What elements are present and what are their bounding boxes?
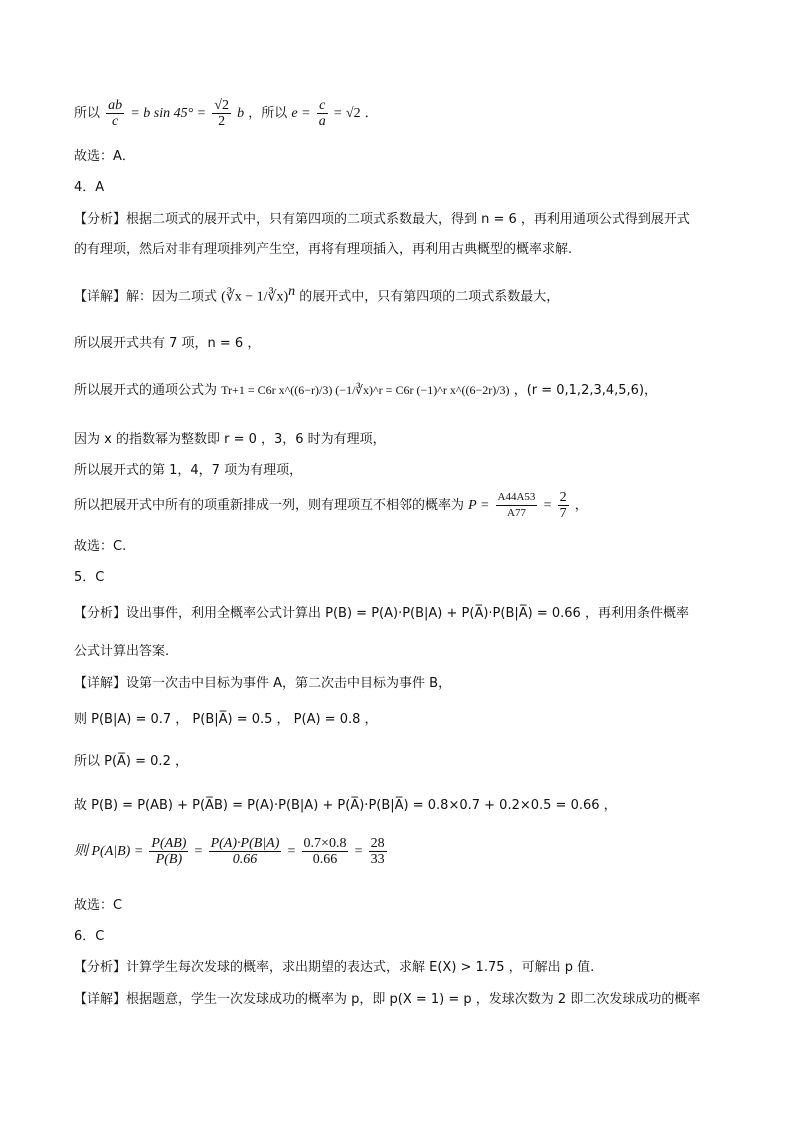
fraction-3 xyxy=(302,836,349,867)
analysis-line-1: 【分析】根据二项式的展开式中，只有第四项的二项式系数最大，得到 n = 6 ，再利用通项公式得到展开式 xyxy=(74,212,690,227)
solution-events-line: 【详解】设第一次击中目标为事件 A，第二次击中目标为事件 B， xyxy=(74,676,452,691)
numerator: P(A)·P(B|A) xyxy=(210,836,280,851)
denominator: 0.66 xyxy=(232,852,258,867)
text-prefix: 【详解】解：因为二项式 xyxy=(74,289,218,305)
denominator: 7 xyxy=(559,506,567,521)
equals-sign: = xyxy=(194,844,203,859)
denominator: 33 xyxy=(370,852,385,867)
rational-terms-line: 所以展开式的第 1，4，7 项为有理项， xyxy=(74,463,303,478)
denominator: 0.66 xyxy=(312,852,338,867)
question-number-6: 6．C xyxy=(74,929,105,944)
fraction-arrangements xyxy=(496,490,538,521)
variable-b: b xyxy=(237,106,245,121)
numerator: √2 xyxy=(214,98,229,113)
period: ． xyxy=(364,106,378,121)
question-number-4: 4．A xyxy=(74,180,105,195)
denominator: c xyxy=(112,114,119,129)
text-prefix: 则 P(A|B) = xyxy=(74,844,144,859)
numerator: 2 xyxy=(559,490,567,505)
analysis-line-5b: 公式计算出答案. xyxy=(74,644,170,659)
question-number-5: 5．C xyxy=(74,570,105,585)
numerator: 0.7×0.8 xyxy=(303,836,347,851)
fraction-2-over-7 xyxy=(558,490,569,521)
equals-sign: = xyxy=(287,844,296,859)
conditional-probability-line xyxy=(74,836,389,867)
given-probabilities-line: 则 P(B|A) = 0.7 ， P(B|A̅) = 0.5 ， P(A) = 0.8 ， xyxy=(74,712,378,727)
denominator: a xyxy=(318,114,326,129)
sqrt2-value: √2 xyxy=(345,106,361,121)
variable-e: e = xyxy=(291,106,311,121)
numerator: 28 xyxy=(370,836,385,851)
fraction-4 xyxy=(369,836,387,867)
general-term-line xyxy=(74,380,657,401)
fraction-c-over-a xyxy=(317,98,328,129)
equals-sign: = xyxy=(333,106,342,121)
numerator: P(AB) xyxy=(151,836,187,851)
text-mid: ，所以 xyxy=(248,106,288,121)
text-prefix: 所以把展开式中所有的项重新排成一列，则有理项互不相邻的概率为 xyxy=(74,498,465,513)
binomial-expression: (∛x − 1/∛x) xyxy=(221,289,289,305)
complement-line: 所以 P(A̅) = 0.2 ， xyxy=(74,754,188,769)
answer-line-a: 故选：A． xyxy=(74,149,135,164)
text-suffix: ，(r = 0,1,2,3,4,5,6)， xyxy=(513,383,658,398)
term-count-line: 所以展开式共有 7 项，n = 6 ， xyxy=(74,336,261,351)
analysis-line-5a: 【分析】设出事件，利用全概率公式计算出 P(B) = P(A)·P(B|A) + P(A̅)·P(B|A̅) = 0.66 ，再利用条件概率 xyxy=(74,606,689,621)
probability-line xyxy=(74,490,588,521)
rational-exponent-line: 因为 x 的指数幂为整数即 r = 0 ，3，6 时为有理项， xyxy=(74,432,386,447)
denominator: P(B) xyxy=(155,852,183,867)
fraction-sqrt2-over-2 xyxy=(212,98,231,129)
line-ecc-derivation xyxy=(74,98,378,129)
denominator: 2 xyxy=(218,114,226,129)
exponent-n: n xyxy=(288,284,296,299)
solution-line-6: 【详解】根据题意，学生一次发球成功的概率为 p，即 p(X = 1) = p ，发球次数为 2 即二次发球成功的概率 xyxy=(74,992,701,1007)
analysis-line-2: 的有理项，然后对非有理项排列产生空，再将有理项插入，再利用古典概型的概率求解. xyxy=(74,242,573,257)
general-term-formula: Tr+1 = C6r x^((6−r)/3) (−1/∛x)^r = C6r (−1)^r x^((6−2r)/3) xyxy=(221,383,510,397)
variable-p: P = xyxy=(468,498,490,513)
text-suffix: 的展开式中，只有第四项的二项式系数最大， xyxy=(299,289,560,305)
fraction-2 xyxy=(209,836,282,867)
fraction-1 xyxy=(149,836,188,867)
text-prefix: 所以 xyxy=(74,106,101,121)
answer-line-c2: 故选：C xyxy=(74,898,123,913)
answer-line-c: 故选：C. xyxy=(74,539,127,554)
equals-sign: = xyxy=(354,844,363,859)
numerator: c xyxy=(317,98,328,114)
numerator: ab xyxy=(108,98,123,113)
text-prefix: 所以展开式的通项公式为 xyxy=(74,383,218,398)
numerator: A44A53 xyxy=(496,490,538,506)
analysis-line-6: 【分析】计算学生每次发球的概率，求出期望的表达式，求解 E(X) > 1.75 ，可解出 p 值. xyxy=(74,960,595,975)
total-probability-line: 故 P(B) = P(AB) + P(A̅B) = P(A)·P(B|A) + P(A̅)·P(B|A̅) = 0.8×0.7 + 0.2×0.5 = 0.66 ， xyxy=(74,798,617,813)
comma: ， xyxy=(574,498,588,513)
equals-sign: = xyxy=(543,498,552,513)
fraction-ab-over-c xyxy=(106,98,124,129)
denominator: A77 xyxy=(507,507,526,519)
solution-binomial-line xyxy=(74,282,559,307)
equation-part: = b sin 45° = xyxy=(130,106,207,121)
